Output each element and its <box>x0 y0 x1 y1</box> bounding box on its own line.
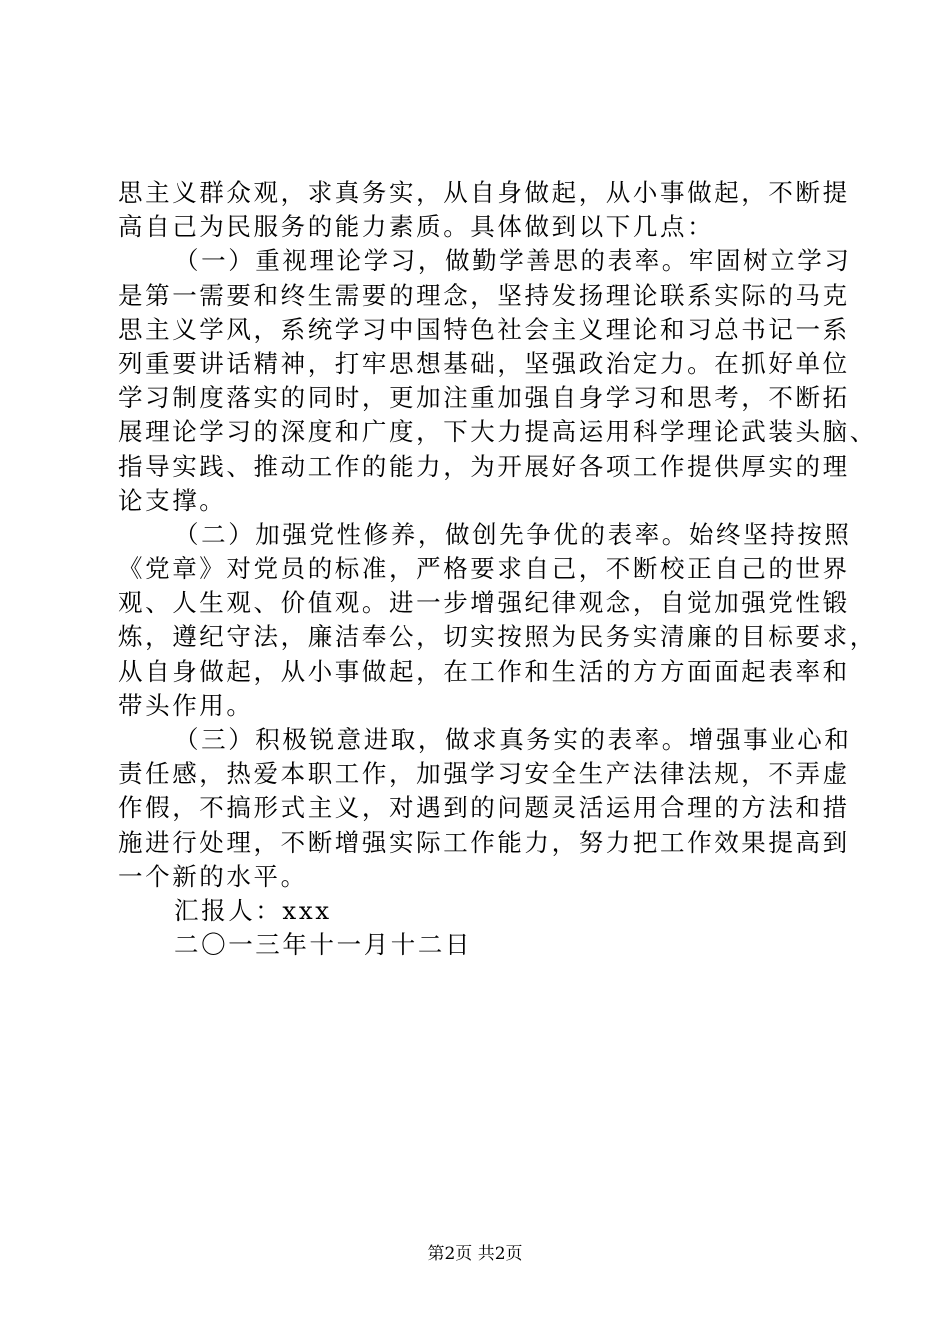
text-line: 观、人生观、价值观。进一步增强纪律观念，自觉加强党性锻 <box>118 588 850 618</box>
paragraph-1-first-line: （一）重视理论学习，做勤学善思的表率。牢固树立学习 <box>174 246 852 276</box>
text-line: 炼，遵纪守法，廉洁奉公，切实按照为民务实清廉的目标要求， <box>118 622 877 652</box>
text-line: 论支撑。 <box>118 485 227 515</box>
text-line: 带头作用。 <box>118 690 254 720</box>
text-line: 是第一需要和终生需要的理念，坚持发扬理论联系实际的马克 <box>118 280 850 310</box>
text-line: 《党章》对党员的标准，严格要求自己，不断校正自己的世界 <box>118 554 850 584</box>
text-line: 高自己为民服务的能力素质。具体做到以下几点： <box>118 212 715 242</box>
text-line: 学习制度落实的同时，更加注重加强自身学习和思考，不断拓 <box>118 383 850 413</box>
text-line: 展理论学习的深度和广度，下大力提高运用科学理论武装头脑、 <box>118 417 877 447</box>
text-line: 从自身做起，从小事做起，在工作和生活的方方面面起表率和 <box>118 656 850 686</box>
page-footer <box>0 1243 950 1265</box>
page-number-label: 第2页 共2页 <box>427 1244 523 1264</box>
text-line: 思主义学风，系统学习中国特色社会主义理论和习总书记一系 <box>118 314 850 344</box>
text-line: 责任感，热爱本职工作，加强学习安全生产法律法规，不弄虚 <box>118 759 850 789</box>
text-line: 施进行处理，不断增强实际工作能力，努力把工作效果提高到 <box>118 827 850 857</box>
paragraph-2-first-line: （二）加强党性修养，做创先争优的表率。始终坚持按照 <box>174 519 852 549</box>
text-line: 一个新的水平。 <box>118 861 308 891</box>
paragraph-3-first-line: （三）积极锐意进取，做求真务实的表率。增强事业心和 <box>174 725 852 754</box>
reporter-signature: 汇报人：xxx <box>174 895 332 925</box>
text-line: 列重要讲话精神，打牢思想基础，坚强政治定力。在抓好单位 <box>118 348 850 378</box>
text-line: 指导实践、推动工作的能力，为开展好各项工作提供厚实的理 <box>118 451 850 481</box>
text-line: 作假，不搞形式主义，对遇到的问题灵活运用合理的方法和措 <box>118 793 850 823</box>
report-date: 二〇一三年十一月十二日 <box>174 930 473 960</box>
text-line: 思主义群众观，求真务实，从自身做起，从小事做起，不断提 <box>118 178 850 207</box>
document-body <box>118 176 877 962</box>
